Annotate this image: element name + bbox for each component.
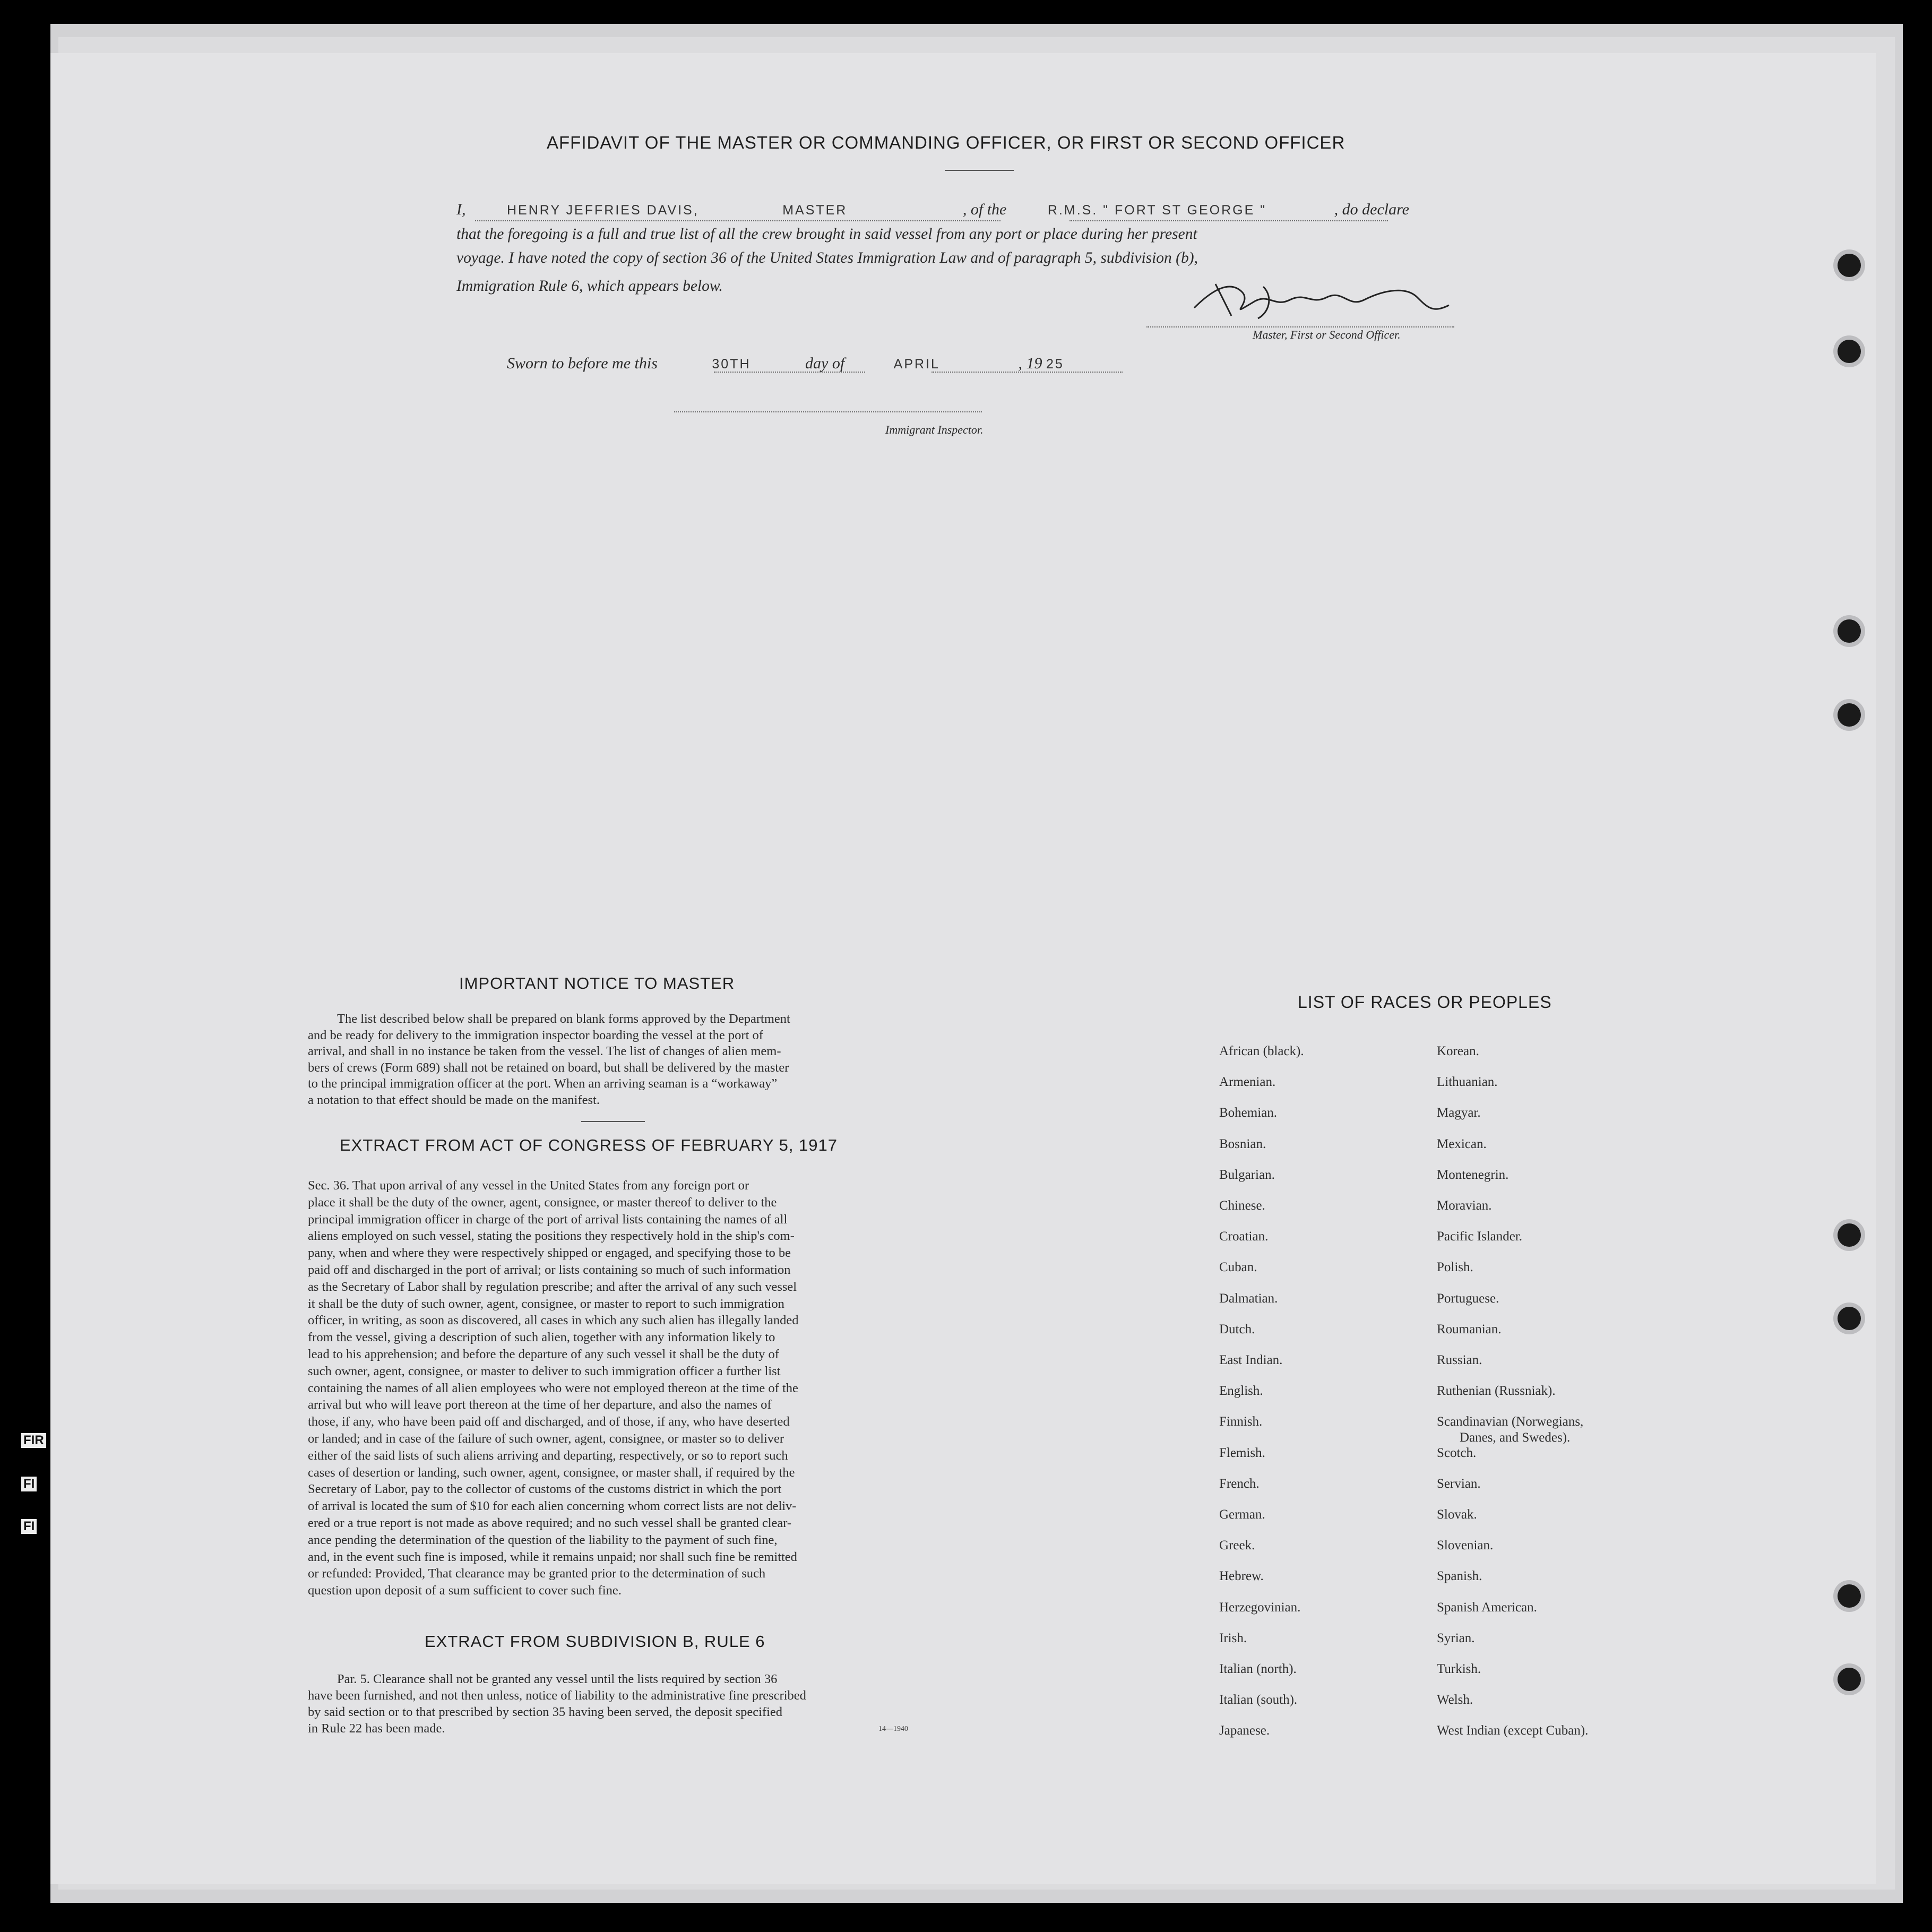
race-item: Greek. — [1219, 1538, 1255, 1553]
race-item: Lithuanian. — [1437, 1075, 1498, 1090]
paragraph-line: cases of desertion or landing, such owner, agent, consignee, or master shall, if required by the — [308, 1465, 795, 1480]
paragraph-line: have been furnished, and not then unless, notice of liability to the administrative fine prescribed — [308, 1688, 806, 1703]
paragraph-line: ered or a true report is not made as above required; and no such vessel shall be granted clear- — [308, 1515, 792, 1530]
paragraph-line: arrival but who will leave port thereon at the time of her departure, and also the names of — [308, 1398, 772, 1412]
edge-label: FI — [21, 1477, 37, 1491]
race-item: Cuban. — [1219, 1260, 1257, 1275]
sworn-year-field: 25 — [1046, 357, 1064, 372]
affidavit-line-2: that the foregoing is a full and true list of all the crew brought in said vessel from any port or place during her present — [456, 226, 1197, 243]
inspector-signature-line — [674, 411, 982, 412]
race-item: Irish. — [1219, 1631, 1247, 1645]
race-item: Bosnian. — [1219, 1136, 1266, 1151]
race-item: Dutch. — [1219, 1322, 1255, 1336]
paragraph-line: pany, when and where they were respectively shipped or engaged, and specifying those to be — [308, 1246, 791, 1261]
race-item: Chinese. — [1219, 1198, 1265, 1213]
race-item: Scotch. — [1437, 1445, 1477, 1460]
title-rule — [945, 170, 1014, 171]
intro-i: I, — [456, 201, 466, 218]
paragraph-line: ance pending the determination of the question of the liability to the payment of such fine, — [308, 1532, 778, 1547]
race-item: Turkish. — [1437, 1662, 1481, 1676]
race-item: Montenegrin. — [1437, 1167, 1509, 1182]
binder-hole — [1838, 1307, 1861, 1330]
race-item: Armenian. — [1219, 1075, 1276, 1090]
master-rank-field: MASTER — [782, 203, 848, 218]
binder-hole — [1838, 703, 1861, 727]
binder-hole — [1838, 340, 1861, 363]
notice-line: to the principal immigration officer at the port. When an arriving seaman is a “workaway” — [308, 1076, 778, 1091]
race-item: Slovak. — [1437, 1507, 1477, 1522]
sworn-month-field: APRIL — [893, 357, 940, 372]
notice-paragraph — [308, 1011, 924, 1108]
notice-line: arrival, and shall in no instance be taken from the vessel. The list of changes of alien mem- — [308, 1044, 781, 1058]
paragraph-line: officer, in writing, as soon as discovered, all cases in which any such alien has illegally landed — [308, 1313, 799, 1328]
race-item: Portuguese. — [1437, 1291, 1499, 1306]
sworn-day-field: 30TH — [712, 357, 751, 372]
vessel-blank-line — [1070, 220, 1388, 221]
paragraph-line: Sec. 36. That upon arrival of any vessel in the United States from any foreign port or — [308, 1178, 749, 1193]
affidavit-line-3: voyage. I have noted the copy of section 36 of the United States Immigration Law and of paragraph 5, subdivision (b), — [456, 249, 1198, 266]
signature-caption: Master, First or Second Officer. — [1253, 328, 1401, 341]
race-item: Polish. — [1437, 1260, 1473, 1275]
race-item: Bohemian. — [1219, 1106, 1278, 1120]
notice-line: bers of crews (Form 689) shall not be retained on board, but shall be delivered by the master — [308, 1060, 789, 1075]
extract-rule-title: EXTRACT FROM SUBDIVISION B, RULE 6 — [425, 1632, 765, 1651]
race-item: Bulgarian. — [1219, 1167, 1275, 1182]
extract-act-body — [308, 1177, 924, 1599]
race-item: Syrian. — [1437, 1631, 1475, 1645]
paragraph-line: and, in the event such fine is imposed, while it remains unpaid; nor shall such fine be remitted — [308, 1549, 797, 1564]
paragraph-line: or landed; and in case of the failure of such owner, agent, consignee, or master so to deliver — [308, 1431, 784, 1446]
race-item: Roumanian. — [1437, 1322, 1502, 1336]
paragraph-line: question upon deposit of a sum sufficient to cover such fine. — [308, 1583, 622, 1598]
paragraph-line: or refunded: Provided, That clearance may be granted prior to the determination of such — [308, 1566, 766, 1581]
edge-label: FIR — [21, 1433, 46, 1448]
paragraph-line: those, if any, who have been paid off and discharged, and of those, if any, who have deserted — [308, 1414, 790, 1429]
race-item: West Indian (except Cuban). — [1437, 1723, 1589, 1738]
paragraph-line: either of the said lists of such aliens arriving and departing, respectively, or so to report such — [308, 1448, 788, 1463]
race-item: Ruthenian (Russniak). — [1437, 1384, 1556, 1399]
master-signature — [1184, 276, 1460, 324]
notice-title: IMPORTANT NOTICE TO MASTER — [459, 974, 735, 993]
race-item: Finnish. — [1219, 1414, 1263, 1429]
inspector-caption: Immigrant Inspector. — [885, 423, 984, 436]
binder-hole — [1838, 1668, 1861, 1691]
race-item-continuation: Danes, and Swedes). — [1460, 1430, 1571, 1445]
paragraph-line: paid off and discharged in the port of arrival; or lists containing so much of such information — [308, 1262, 791, 1277]
vessel-name-field: R.M.S. " FORT ST GEORGE " — [1047, 203, 1267, 218]
form-number: 14—1940 — [878, 1725, 908, 1733]
race-item: Korean. — [1437, 1044, 1479, 1058]
race-item: East Indian. — [1219, 1353, 1283, 1367]
race-item: Flemish. — [1219, 1445, 1265, 1460]
race-item: Mexican. — [1437, 1136, 1487, 1151]
affidavit-line-1 — [456, 201, 1497, 219]
document-page — [50, 53, 1876, 1884]
race-item: Hebrew. — [1219, 1569, 1264, 1584]
binder-hole — [1838, 1223, 1861, 1247]
paragraph-line: Secretary of Labor, pay to the collector of customs of the customs district in which the port — [308, 1482, 782, 1497]
race-item: French. — [1219, 1476, 1260, 1491]
paragraph-line: as the Secretary of Labor shall by regulation prescribe; and after the arrival of any such vessel — [308, 1279, 797, 1294]
paragraph-line: Par. 5. Clearance shall not be granted any vessel until the lists required by section 36 — [337, 1672, 778, 1686]
race-item: Moravian. — [1437, 1198, 1492, 1213]
notice-rule — [581, 1121, 645, 1122]
paragraph-line: by said section or to that prescribed by section 35 having been served, the deposit specified — [308, 1705, 782, 1719]
day-of-text: day of — [805, 355, 845, 372]
race-item: Japanese. — [1219, 1723, 1270, 1738]
paragraph-line: containing the names of all alien employees who were not employed thereon at the time of the — [308, 1381, 798, 1395]
race-item: Russian. — [1437, 1353, 1482, 1367]
race-item: Croatian. — [1219, 1229, 1269, 1244]
paragraph-line: principal immigration officer in charge of the port of arrival lists containing the names of all — [308, 1212, 788, 1227]
race-item: Servian. — [1437, 1476, 1481, 1491]
year-prefix: , 19 — [1018, 355, 1042, 372]
race-item: Herzegovinian. — [1219, 1600, 1301, 1615]
race-item: Italian (north). — [1219, 1662, 1297, 1676]
race-item: African (black). — [1219, 1044, 1304, 1058]
day-blank-line — [714, 372, 865, 373]
paragraph-line: lead to his apprehension; and before the departure of any such vessel it shall be the duty of — [308, 1347, 779, 1361]
affidavit-line-4: Immigration Rule 6, which appears below. — [456, 278, 723, 295]
paragraph-line: from the vessel, giving a description of such alien, together with any information likely to — [308, 1330, 775, 1345]
race-item: Dalmatian. — [1219, 1291, 1278, 1306]
paragraph-line: aliens employed on such vessel, stating the positions they respectively hold in the ship's com- — [308, 1229, 795, 1244]
paragraph-line: it shall be the duty of such owner, agent, consignee, or master to report to such immigration — [308, 1296, 784, 1311]
binder-hole — [1838, 1584, 1861, 1608]
paragraph-line: place it shall be the duty of the owner, agent, consignee, or master thereof to deliver to the — [308, 1195, 777, 1210]
race-item: Magyar. — [1437, 1106, 1481, 1120]
signature-line — [1146, 326, 1454, 327]
binder-hole — [1838, 254, 1861, 277]
races-title: LIST OF RACES OR PEOPLES — [1298, 993, 1552, 1012]
sworn-prefix: Sworn to before me this — [507, 355, 658, 372]
race-item: Italian (south). — [1219, 1693, 1298, 1707]
master-name-field: HENRY JEFFRIES DAVIS, — [507, 203, 699, 218]
race-item: Welsh. — [1437, 1693, 1473, 1707]
sworn-line — [507, 355, 1197, 373]
binder-hole — [1838, 619, 1861, 643]
notice-line: a notation to that effect should be made on the manifest. — [308, 1092, 600, 1107]
month-blank-line — [932, 372, 1123, 373]
extract-rule-body — [308, 1671, 926, 1737]
race-item: Spanish American. — [1437, 1600, 1537, 1615]
declare-text: , do declare — [1334, 201, 1409, 218]
paragraph-line: such owner, agent, consignee, or master to deliver to such immigration officer a further list — [308, 1364, 781, 1378]
edge-label: FI — [21, 1519, 37, 1534]
name-blank-line — [475, 220, 1000, 221]
paragraph-line: of arrival is located the sum of $10 for each alien concerning whom correct lists are not deliv- — [308, 1499, 797, 1514]
race-item: German. — [1219, 1507, 1265, 1522]
race-item: Spanish. — [1437, 1569, 1482, 1584]
race-item: Pacific Islander. — [1437, 1229, 1523, 1244]
extract-act-title: EXTRACT FROM ACT OF CONGRESS OF FEBRUARY 5, 1917 — [340, 1136, 838, 1154]
race-item: English. — [1219, 1384, 1263, 1399]
notice-line: The list described below shall be prepared on blank forms approved by the Department — [337, 1012, 790, 1026]
notice-line: and be ready for delivery to the immigration inspector boarding the vessel at the port of — [308, 1028, 763, 1042]
affidavit-title: AFFIDAVIT OF THE MASTER OR COMMANDING OFFICER, OR FIRST OR SECOND OFFICER — [547, 133, 1346, 152]
race-item: Slovenian. — [1437, 1538, 1494, 1553]
of-the-text: , of the — [962, 201, 1007, 218]
race-item: Scandinavian (Norwegians, — [1437, 1414, 1584, 1429]
paragraph-line: in Rule 22 has been made. — [308, 1721, 445, 1736]
